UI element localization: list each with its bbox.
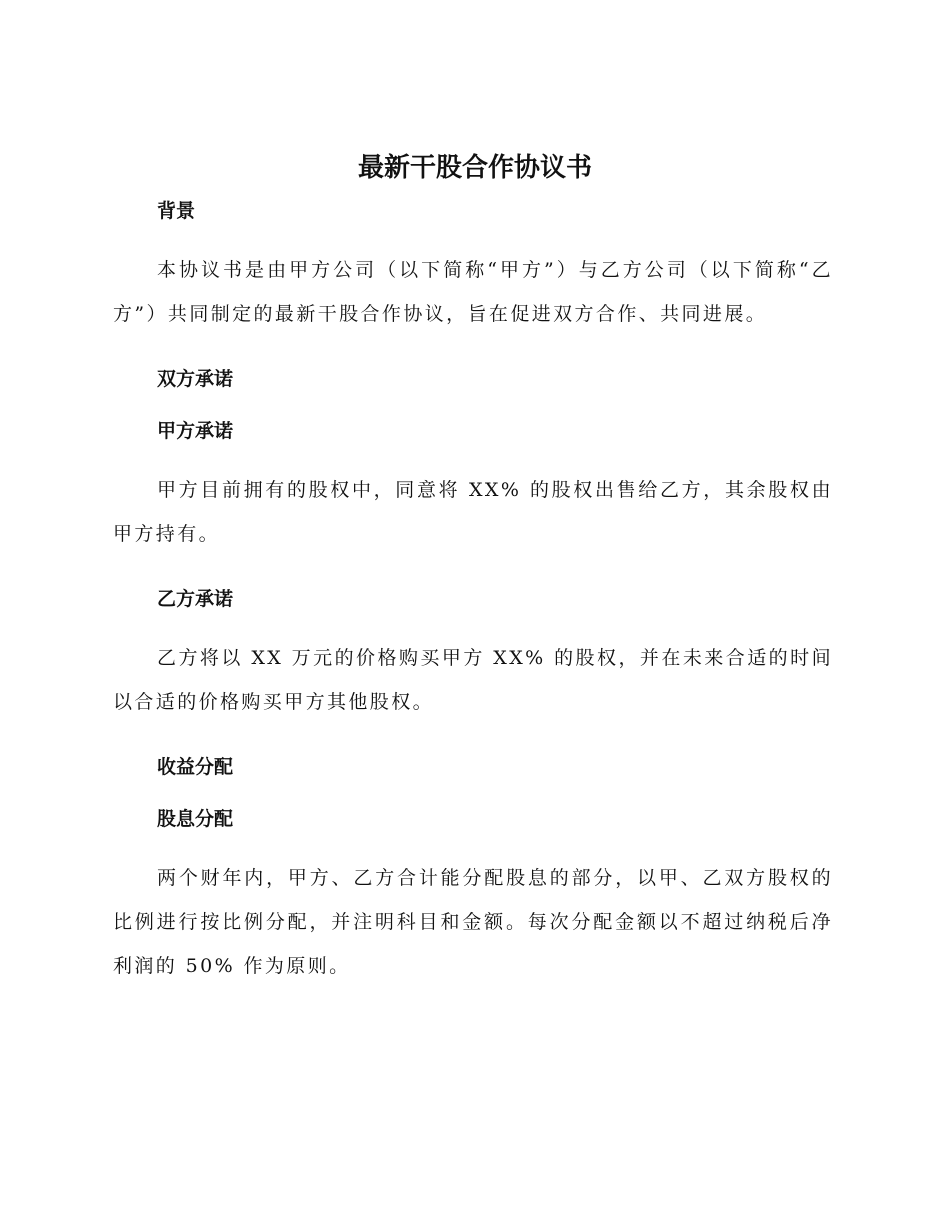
paragraph-party-a: 甲方目前拥有的股权中，同意将 XX% 的股权出售给乙方，其余股权由甲方持有。 <box>113 479 833 545</box>
document-title: 最新干股合作协议书 <box>357 153 592 183</box>
document-body <box>113 196 833 988</box>
section-heading-commitments: 双方承诺 <box>157 368 234 390</box>
subsection-heading-party-a: 甲方承诺 <box>157 420 234 442</box>
paragraph-dividend: 两个财年内，甲方、乙方合计能分配股息的部分，以甲、乙双方股权的比例进行按比例分配，并注明科目和金额。每次分配金额以不超过纳税后净利润的 50% 作为原则。 <box>113 867 833 977</box>
paragraph-party-b: 乙方将以 XX 万元的价格购买甲方 XX% 的股权，并在未来合适的时间以合适的价格购买甲方其他股权。 <box>113 647 833 713</box>
section-heading-background: 背景 <box>157 200 196 222</box>
paragraph-background: 本协议书是由甲方公司（以下简称“甲方”）与乙方公司（以下简称“乙方”）共同制定的最新干股合作协议，旨在促进双方合作、共同进展。 <box>113 259 833 325</box>
subsection-heading-dividend: 股息分配 <box>157 808 234 830</box>
subsection-heading-party-b: 乙方承诺 <box>157 588 234 610</box>
section-heading-profit: 收益分配 <box>157 756 234 778</box>
